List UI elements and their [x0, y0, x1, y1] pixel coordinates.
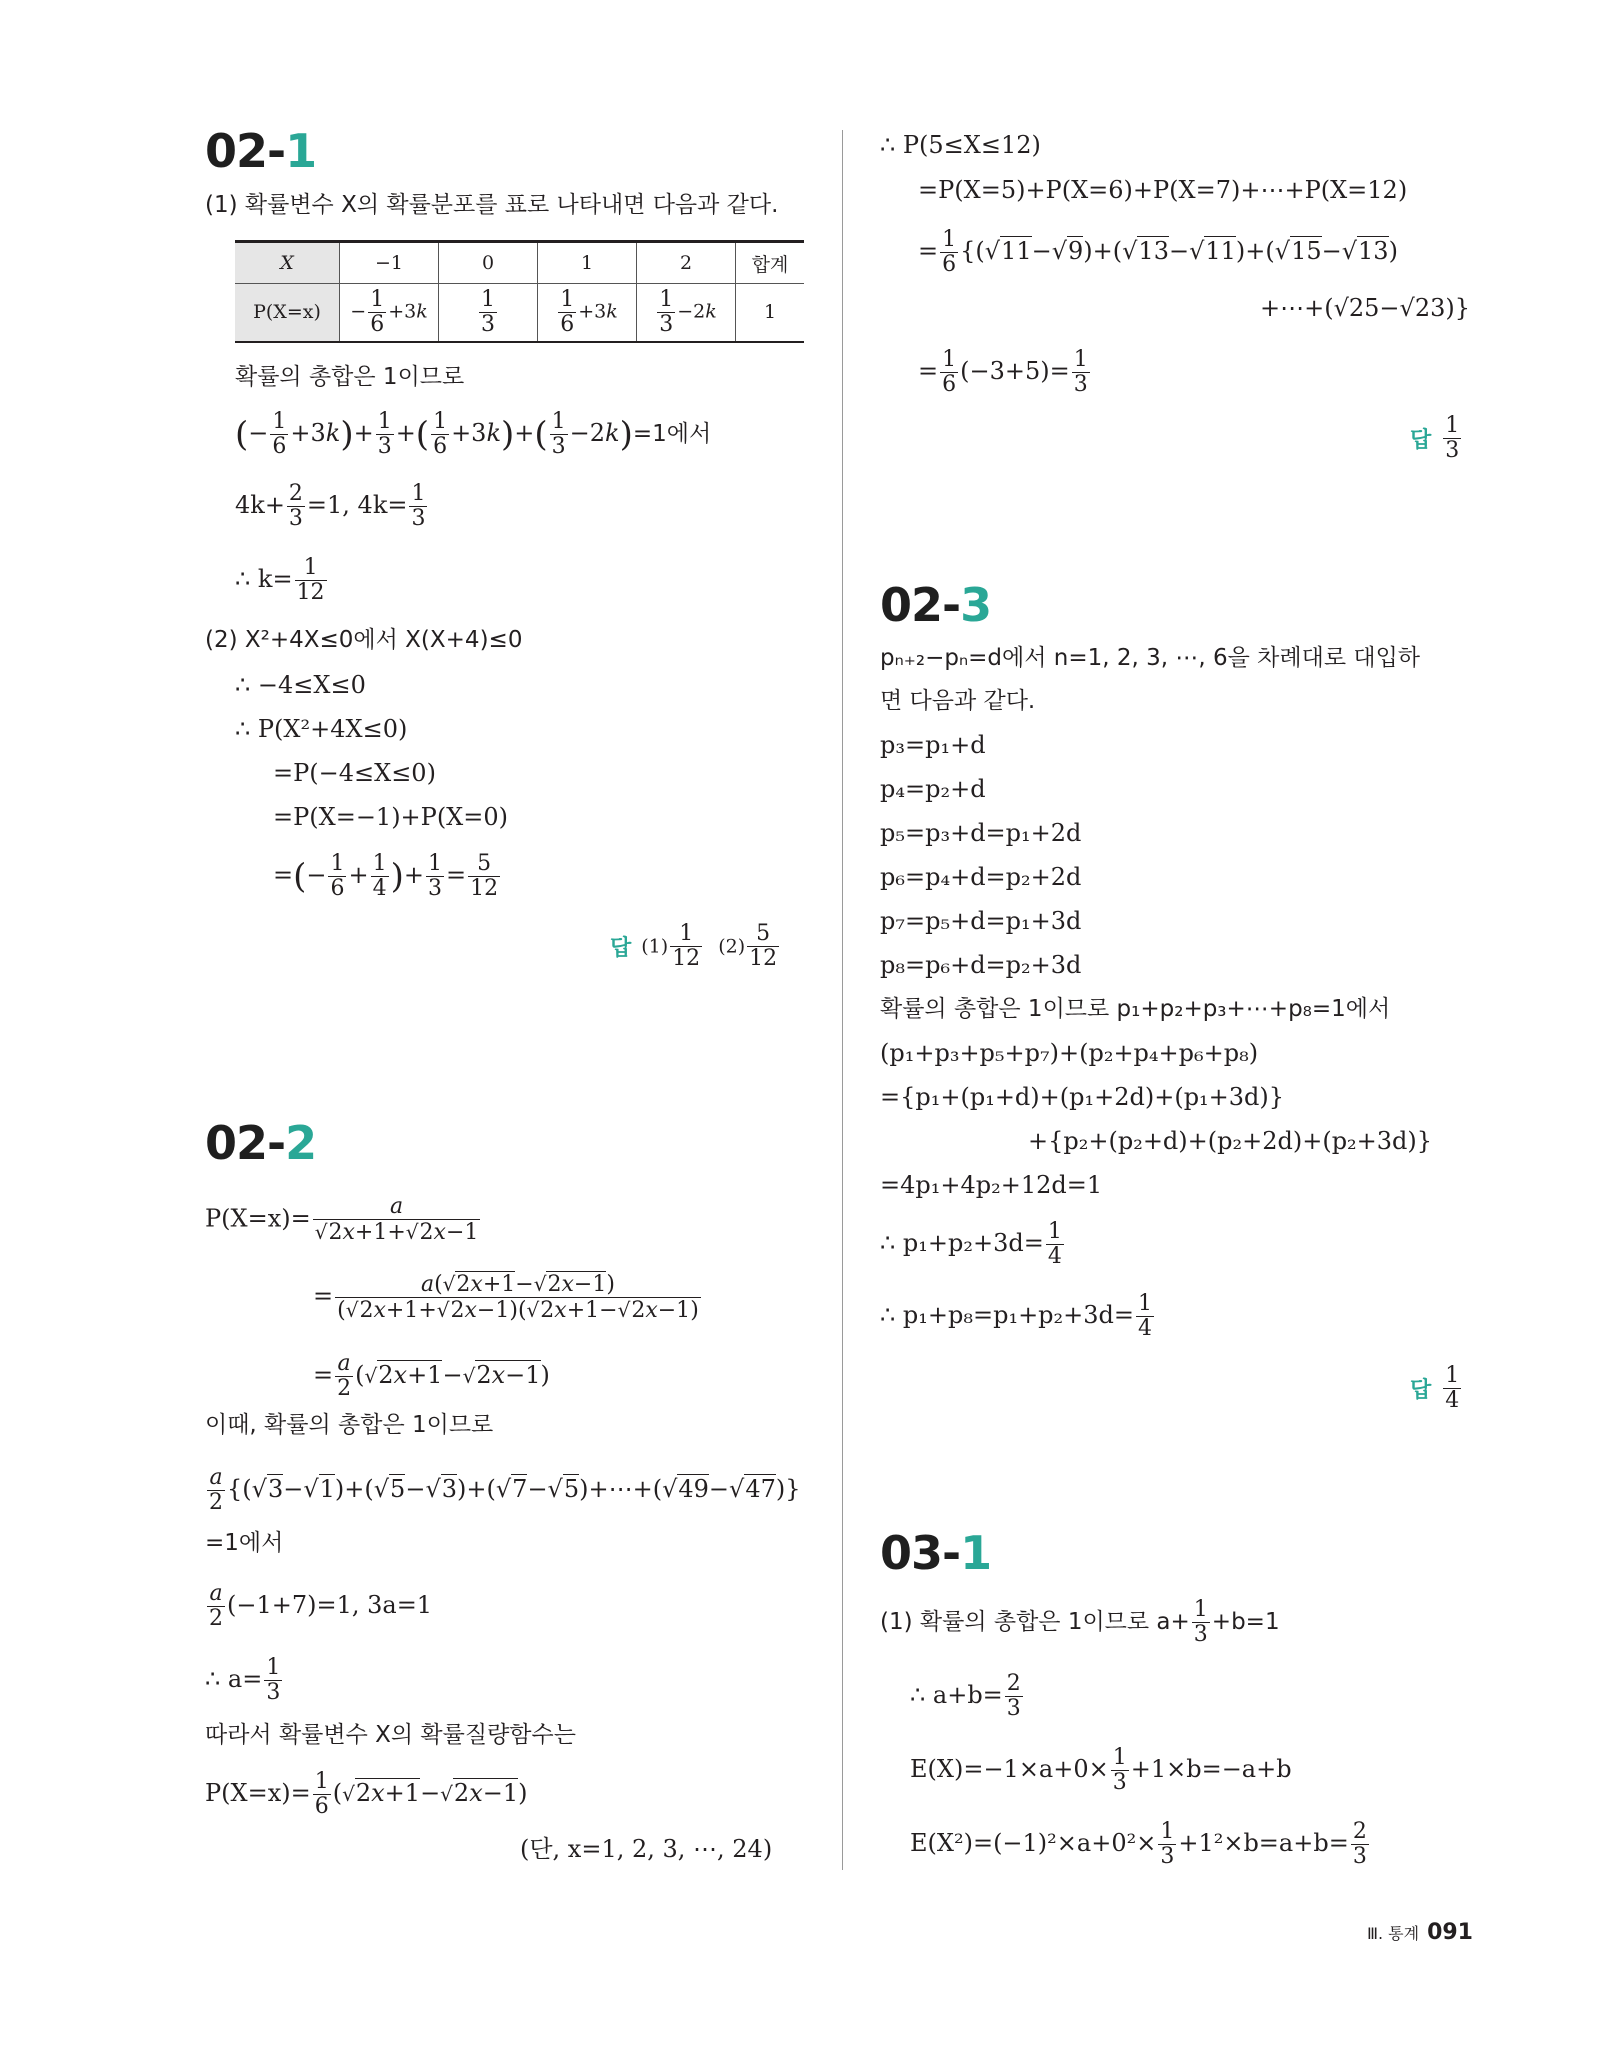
s021-equation-sum: (− $\frac{1}{6}$ +3k)+ $\frac{1}{3}$ +( $\frac{1}{6}$ +3k)+( $\frac{1}{3}$ −2k)=1에서: [235, 409, 712, 459]
table-row: [235, 242, 804, 284]
s023-eq5: p₇=p₅+d=p₁+3d: [880, 907, 1082, 935]
s031-expectation-square: E(X²)=(−1)²×a+0²× $\frac{1}{3}$ +1²×b=a+b= $\frac{2}{3}$: [910, 1819, 1367, 1869]
s023-eq1: p₃=p₁+d: [880, 731, 986, 759]
s021-problem-2-line6: =(− $\frac{1}{6}$ + $\frac{1}{4}$ )+ $\frac{1}{3}$ = $\frac{5}{12}$: [273, 851, 499, 901]
s021-problem-2-line4: =P(−4≤X≤0): [273, 759, 436, 787]
table-header-cell: −1: [340, 242, 439, 284]
s021-equation-4k: 4k+ $\frac{2}{3}$ =1, 4k= $\frac{1}{3}$: [235, 481, 426, 531]
s023-eq3: p₅=p₃+d=p₁+2d: [880, 819, 1082, 847]
s022-then-statement: 이때, 확률의 총합은 1이므로: [205, 1412, 494, 1438]
page-footer: [1367, 1920, 1473, 1945]
s021-result-k: ∴ k= $\frac{1}{12}$: [235, 555, 325, 605]
s022-pmf-line2: = $\frac{a(√2x+1-√2x-1)}{(√2x+1+√2x-1)(√2x+1-√2x-1)}$: [313, 1272, 699, 1323]
s021r-line1: ∴ P(5≤X≤12): [880, 131, 1041, 159]
s023-eq4: p₆=p₄+d=p₂+2d: [880, 863, 1082, 891]
s021r-line3: = $\frac{1}{6}$ {(√11−√9)+(√13−√11)+(√15−√13): [918, 227, 1398, 277]
s023-result2: ∴ p₁+p₈=p₁+p₂+3d= $\frac{1}{4}$: [880, 1291, 1153, 1341]
s021-problem-2-line3: ∴ P(X²+4X≤0): [235, 715, 408, 743]
s023-result1: ∴ p₁+p₂+3d= $\frac{1}{4}$: [880, 1219, 1062, 1269]
s021-problem-2-line1: (2) X²+4X≤0에서 X(X+4)≤0: [205, 627, 523, 653]
table-cell: $\frac{1}{3}$: [439, 284, 538, 342]
s023-eq2: p₄=p₂+d: [880, 775, 986, 803]
table-header-cell: X: [235, 242, 340, 284]
s023-sum-statement: 확률의 총합은 1이므로 p₁+p₂+p₃+⋯+p₈=1에서: [880, 996, 1391, 1022]
s022-eq1: =1에서: [205, 1530, 284, 1556]
s023-intro-line1: pₙ₊₂−pₙ=d에서 n=1, 2, 3, ⋯, 6을 차례대로 대입하: [880, 645, 1421, 671]
table-header-cell: 합계: [736, 242, 805, 284]
s022-condition: (단, x=1, 2, 3, ⋯, 24): [520, 1835, 773, 1863]
table-header-cell: 0: [439, 242, 538, 284]
s023-eq6: p₈=p₆+d=p₂+3d: [880, 951, 1082, 979]
s022-pmf-line3: = $\frac{a}{2}$ (√2x+1−√2x−1): [313, 1351, 550, 1401]
probability-distribution-table: [235, 240, 804, 343]
table-row: [235, 284, 804, 342]
s021r-answer: 답 $\frac{1}{3}$: [1410, 413, 1460, 463]
s021-sum-statement: 확률의 총합은 1이므로: [235, 364, 465, 390]
s031-expectation: E(X)=−1×a+0× $\frac{1}{3}$ +1×b=−a+b: [910, 1745, 1292, 1795]
s023-expand2: +{p₂+(p₂+d)+(p₂+2d)+(p₂+3d)}: [1028, 1127, 1433, 1155]
s021r-line2: =P(X=5)+P(X=6)+P(X=7)+⋯+P(X=12): [918, 176, 1408, 204]
table-header-cell: 2: [637, 242, 736, 284]
section-title-02-2: 02-2: [205, 1116, 317, 1170]
s023-expand1: ={p₁+(p₁+d)+(p₁+2d)+(p₁+3d)}: [880, 1083, 1285, 1111]
s022-thus-statement: 따라서 확률변수 X의 확률질량함수는: [205, 1722, 576, 1748]
chapter-label: Ⅲ. 통계: [1366, 1924, 1420, 1943]
s022-final-pmf: P(X=x)= $\frac{1}{6}$ (√2x+1−√2x−1): [205, 1769, 528, 1819]
s022-result-a: ∴ a= $\frac{1}{3}$: [205, 1655, 281, 1705]
section-title-02-1: 02-1: [205, 124, 317, 178]
table-cell: − $\frac{1}{6}$ +3k: [340, 284, 439, 342]
s021r-line4: +⋯+(√25−√23)}: [1260, 294, 1470, 322]
table-header-cell: 1: [538, 242, 637, 284]
s022-pmf-line1: P(X=x)= $\frac{a}{√2x+1+√2x-1}$: [205, 1194, 479, 1245]
s021-answer: 답 (1) $\frac{1}{12}$ (2) $\frac{5}{12}$: [610, 921, 778, 971]
s031-sum-ab: ∴ a+b= $\frac{2}{3}$: [910, 1671, 1021, 1721]
s023-grouping: (p₁+p₃+p₅+p₇)+(p₂+p₄+p₆+p₈): [880, 1039, 1259, 1067]
s023-simplified: =4p₁+4p₂+12d=1: [880, 1171, 1103, 1199]
table-cell: $\frac{1}{6}$ +3k: [538, 284, 637, 342]
s023-answer: 답 $\frac{1}{4}$: [1410, 1363, 1460, 1413]
s023-intro-line2: 면 다음과 같다.: [880, 688, 1036, 714]
s022-eq-3a: $\frac{a}{2}$ (−1+7)=1, 3a=1: [209, 1581, 433, 1631]
s021-problem-2-line2: ∴ −4≤X≤0: [235, 671, 366, 699]
s021-problem-1: (1) 확률변수 X의 확률분포를 표로 나타내면 다음과 같다.: [205, 192, 779, 218]
s021-problem-2-line5: =P(X=−1)+P(X=0): [273, 803, 509, 831]
page-number: 091: [1427, 1920, 1473, 1945]
section-title-03-1: 03-1: [880, 1526, 992, 1580]
section-title-02-3: 02-3: [880, 578, 992, 632]
table-cell: $\frac{1}{3}$ −2k: [637, 284, 736, 342]
column-divider: [842, 130, 843, 1870]
table-row-label: P(X=x): [235, 284, 340, 342]
s022-telescoping-sum: $\frac{a}{2}$ {(√3−√1)+(√5−√3)+(√7−√5)+⋯+(√49−√47)}: [209, 1465, 801, 1515]
s021r-line5: = $\frac{1}{6}$ (−3+5)= $\frac{1}{3}$: [918, 347, 1088, 397]
s031-problem-1: (1) 확률의 총합은 1이므로 a+ $\frac{1}{3}$ +b=1: [880, 1597, 1280, 1647]
table-cell: 1: [736, 284, 805, 342]
